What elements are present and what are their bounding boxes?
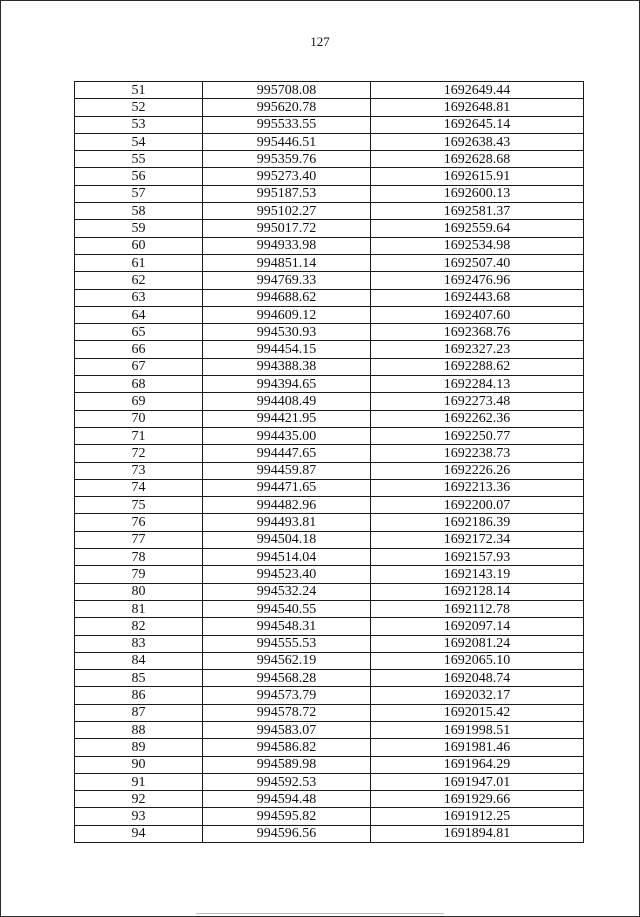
- x-coordinate-cell: 994454.15: [203, 341, 371, 358]
- y-coordinate-cell: 1692615.91: [371, 168, 584, 185]
- point-number-cell: 89: [75, 739, 203, 756]
- point-number-cell: 54: [75, 133, 203, 150]
- x-coordinate-cell: 994562.19: [203, 652, 371, 669]
- table-row: [75, 687, 584, 704]
- table-row: [75, 791, 584, 808]
- x-coordinate-cell: 994609.12: [203, 306, 371, 323]
- point-number-cell: 78: [75, 549, 203, 566]
- table-row: [75, 445, 584, 462]
- table-row: [75, 324, 584, 341]
- x-coordinate-cell: 994540.55: [203, 600, 371, 617]
- point-number-cell: 84: [75, 652, 203, 669]
- y-coordinate-cell: 1692284.13: [371, 376, 584, 393]
- y-coordinate-cell: 1692648.81: [371, 99, 584, 116]
- x-coordinate-cell: 994555.53: [203, 635, 371, 652]
- point-number-cell: 77: [75, 531, 203, 548]
- point-number-cell: 53: [75, 116, 203, 133]
- x-coordinate-cell: 995708.08: [203, 82, 371, 99]
- table-row: [75, 566, 584, 583]
- point-number-cell: 57: [75, 185, 203, 202]
- y-coordinate-cell: 1692649.44: [371, 82, 584, 99]
- y-coordinate-cell: 1692032.17: [371, 687, 584, 704]
- bottom-rule: [196, 913, 444, 914]
- point-number-cell: 67: [75, 358, 203, 375]
- table-row: [75, 376, 584, 393]
- table-row: [75, 825, 584, 842]
- table-row: [75, 721, 584, 738]
- point-number-cell: 76: [75, 514, 203, 531]
- y-coordinate-cell: 1692065.10: [371, 652, 584, 669]
- point-number-cell: 61: [75, 254, 203, 271]
- x-coordinate-cell: 994388.38: [203, 358, 371, 375]
- point-number-cell: 60: [75, 237, 203, 254]
- x-coordinate-cell: 994532.24: [203, 583, 371, 600]
- point-number-cell: 81: [75, 600, 203, 617]
- x-coordinate-cell: 994394.65: [203, 376, 371, 393]
- table-row: [75, 618, 584, 635]
- y-coordinate-cell: 1692238.73: [371, 445, 584, 462]
- y-coordinate-cell: 1692097.14: [371, 618, 584, 635]
- table-row: [75, 306, 584, 323]
- table-row: [75, 583, 584, 600]
- y-coordinate-cell: 1692559.64: [371, 220, 584, 237]
- x-coordinate-cell: 995620.78: [203, 99, 371, 116]
- y-coordinate-cell: 1692015.42: [371, 704, 584, 721]
- x-coordinate-cell: 994933.98: [203, 237, 371, 254]
- x-coordinate-cell: 994769.33: [203, 272, 371, 289]
- y-coordinate-cell: 1692172.34: [371, 531, 584, 548]
- x-coordinate-cell: 994523.40: [203, 566, 371, 583]
- point-number-cell: 87: [75, 704, 203, 721]
- y-coordinate-cell: 1692443.68: [371, 289, 584, 306]
- y-coordinate-cell: 1692407.60: [371, 306, 584, 323]
- x-coordinate-cell: 994592.53: [203, 773, 371, 790]
- table-row: [75, 410, 584, 427]
- y-coordinate-cell: 1692143.19: [371, 566, 584, 583]
- point-number-cell: 66: [75, 341, 203, 358]
- point-number-cell: 51: [75, 82, 203, 99]
- point-number-cell: 80: [75, 583, 203, 600]
- table-row: [75, 808, 584, 825]
- table-row: [75, 133, 584, 150]
- point-number-cell: 83: [75, 635, 203, 652]
- point-number-cell: 70: [75, 410, 203, 427]
- point-number-cell: 74: [75, 479, 203, 496]
- point-number-cell: 86: [75, 687, 203, 704]
- table-row: [75, 756, 584, 773]
- x-coordinate-cell: 995017.72: [203, 220, 371, 237]
- table-row: [75, 220, 584, 237]
- table-row: [75, 652, 584, 669]
- y-coordinate-cell: 1692200.07: [371, 497, 584, 514]
- x-coordinate-cell: 994586.82: [203, 739, 371, 756]
- x-coordinate-cell: 994573.79: [203, 687, 371, 704]
- point-number-cell: 79: [75, 566, 203, 583]
- y-coordinate-cell: 1691981.46: [371, 739, 584, 756]
- x-coordinate-cell: 995446.51: [203, 133, 371, 150]
- point-number-cell: 85: [75, 670, 203, 687]
- table-row: [75, 531, 584, 548]
- table-row: [75, 203, 584, 220]
- x-coordinate-cell: 994596.56: [203, 825, 371, 842]
- x-coordinate-cell: 994504.18: [203, 531, 371, 548]
- y-coordinate-cell: 1692186.39: [371, 514, 584, 531]
- y-coordinate-cell: 1692128.14: [371, 583, 584, 600]
- y-coordinate-cell: 1691894.81: [371, 825, 584, 842]
- page-number: 127: [310, 34, 330, 49]
- x-coordinate-cell: 995533.55: [203, 116, 371, 133]
- x-coordinate-cell: 994594.48: [203, 791, 371, 808]
- table-row: [75, 739, 584, 756]
- y-coordinate-cell: 1692213.36: [371, 479, 584, 496]
- x-coordinate-cell: 994482.96: [203, 497, 371, 514]
- point-number-cell: 62: [75, 272, 203, 289]
- point-number-cell: 72: [75, 445, 203, 462]
- y-coordinate-cell: 1692476.96: [371, 272, 584, 289]
- x-coordinate-cell: 994688.62: [203, 289, 371, 306]
- table-row: [75, 393, 584, 410]
- table-row: [75, 358, 584, 375]
- x-coordinate-cell: 994583.07: [203, 721, 371, 738]
- y-coordinate-cell: 1692273.48: [371, 393, 584, 410]
- point-number-cell: 52: [75, 99, 203, 116]
- table-row: [75, 670, 584, 687]
- table-row: [75, 151, 584, 168]
- table-row: [75, 289, 584, 306]
- x-coordinate-cell: 994471.65: [203, 479, 371, 496]
- x-coordinate-cell: 994851.14: [203, 254, 371, 271]
- table-row: [75, 116, 584, 133]
- point-number-cell: 59: [75, 220, 203, 237]
- x-coordinate-cell: 994421.95: [203, 410, 371, 427]
- table-row: [75, 99, 584, 116]
- y-coordinate-cell: 1692226.26: [371, 462, 584, 479]
- y-coordinate-cell: 1691998.51: [371, 721, 584, 738]
- y-coordinate-cell: 1692628.68: [371, 151, 584, 168]
- table-row: [75, 479, 584, 496]
- x-coordinate-cell: 995359.76: [203, 151, 371, 168]
- y-coordinate-cell: 1692288.62: [371, 358, 584, 375]
- y-coordinate-cell: 1691947.01: [371, 773, 584, 790]
- point-number-cell: 90: [75, 756, 203, 773]
- point-number-cell: 91: [75, 773, 203, 790]
- x-coordinate-cell: 994589.98: [203, 756, 371, 773]
- table-row: [75, 168, 584, 185]
- point-number-cell: 71: [75, 427, 203, 444]
- point-number-cell: 64: [75, 306, 203, 323]
- table-row: [75, 549, 584, 566]
- table-row: [75, 773, 584, 790]
- y-coordinate-cell: 1691964.29: [371, 756, 584, 773]
- table-row: [75, 272, 584, 289]
- point-number-cell: 94: [75, 825, 203, 842]
- y-coordinate-cell: 1692638.43: [371, 133, 584, 150]
- coordinate-table: [74, 81, 584, 843]
- y-coordinate-cell: 1691929.66: [371, 791, 584, 808]
- point-number-cell: 65: [75, 324, 203, 341]
- y-coordinate-cell: 1691912.25: [371, 808, 584, 825]
- y-coordinate-cell: 1692262.36: [371, 410, 584, 427]
- x-coordinate-cell: 994447.65: [203, 445, 371, 462]
- x-coordinate-cell: 994435.00: [203, 427, 371, 444]
- point-number-cell: 56: [75, 168, 203, 185]
- point-number-cell: 69: [75, 393, 203, 410]
- point-number-cell: 92: [75, 791, 203, 808]
- table-row: [75, 497, 584, 514]
- x-coordinate-cell: 994408.49: [203, 393, 371, 410]
- point-number-cell: 58: [75, 203, 203, 220]
- table-row: [75, 704, 584, 721]
- x-coordinate-cell: 994568.28: [203, 670, 371, 687]
- y-coordinate-cell: 1692250.77: [371, 427, 584, 444]
- table-row: [75, 427, 584, 444]
- table-row: [75, 635, 584, 652]
- y-coordinate-cell: 1692534.98: [371, 237, 584, 254]
- table-row: [75, 82, 584, 99]
- y-coordinate-cell: 1692581.37: [371, 203, 584, 220]
- y-coordinate-cell: 1692507.40: [371, 254, 584, 271]
- table-row: [75, 341, 584, 358]
- x-coordinate-cell: 994459.87: [203, 462, 371, 479]
- x-coordinate-cell: 995102.27: [203, 203, 371, 220]
- table-row: [75, 185, 584, 202]
- table-row: [75, 237, 584, 254]
- point-number-cell: 88: [75, 721, 203, 738]
- y-coordinate-cell: 1692157.93: [371, 549, 584, 566]
- y-coordinate-cell: 1692645.14: [371, 116, 584, 133]
- x-coordinate-cell: 994595.82: [203, 808, 371, 825]
- table-row: [75, 462, 584, 479]
- point-number-cell: 73: [75, 462, 203, 479]
- table-row: [75, 600, 584, 617]
- x-coordinate-cell: 994530.93: [203, 324, 371, 341]
- table-row: [75, 254, 584, 271]
- y-coordinate-cell: 1692112.78: [371, 600, 584, 617]
- x-coordinate-cell: 995273.40: [203, 168, 371, 185]
- y-coordinate-cell: 1692368.76: [371, 324, 584, 341]
- point-number-cell: 63: [75, 289, 203, 306]
- table-row: [75, 514, 584, 531]
- point-number-cell: 68: [75, 376, 203, 393]
- table-body: [75, 82, 584, 843]
- x-coordinate-cell: 994514.04: [203, 549, 371, 566]
- point-number-cell: 93: [75, 808, 203, 825]
- y-coordinate-cell: 1692081.24: [371, 635, 584, 652]
- y-coordinate-cell: 1692600.13: [371, 185, 584, 202]
- x-coordinate-cell: 994493.81: [203, 514, 371, 531]
- y-coordinate-cell: 1692327.23: [371, 341, 584, 358]
- x-coordinate-cell: 994548.31: [203, 618, 371, 635]
- point-number-cell: 55: [75, 151, 203, 168]
- point-number-cell: 82: [75, 618, 203, 635]
- y-coordinate-cell: 1692048.74: [371, 670, 584, 687]
- point-number-cell: 75: [75, 497, 203, 514]
- x-coordinate-cell: 995187.53: [203, 185, 371, 202]
- x-coordinate-cell: 994578.72: [203, 704, 371, 721]
